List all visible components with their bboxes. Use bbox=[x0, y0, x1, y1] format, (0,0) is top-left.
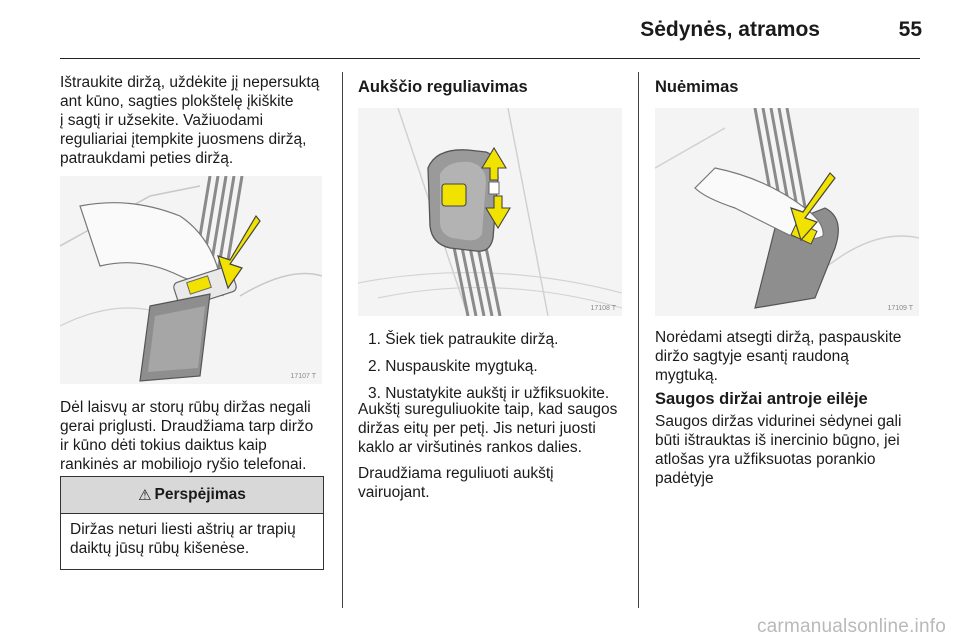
height-adjust-figure bbox=[358, 108, 622, 316]
figure-label: 17109 T bbox=[887, 305, 913, 312]
warning-icon: ⚠ bbox=[138, 487, 152, 504]
second-row-heading: Saugos diržai antroje eilėje bbox=[655, 390, 868, 408]
page-title: Sėdynės, atramos bbox=[640, 18, 820, 41]
warning-box bbox=[60, 476, 324, 570]
column-divider-right bbox=[638, 72, 639, 608]
figure-label: 17108 T bbox=[590, 305, 616, 312]
height-adjust-paragraph: Aukštį sureguliuokite taip, kad saugos diržas eitų per petį. Jis neturi juosti kaklo ar viršutinės rankos dalies. bbox=[358, 401, 618, 456]
note-paragraph: Dėl laisvų ar storų rūbų diržas negali gerai priglusti. Draudžiama tarp diržo ir kūno dėti tokius daiktus kaip rankinės ar mobiliojo ryšio telefonai. bbox=[60, 399, 314, 473]
buckle-release-figure bbox=[655, 108, 919, 316]
column-divider-left bbox=[342, 72, 343, 608]
height-adjust-warning-paragraph: Draudžiama reguliuoti aukštį vairuojant. bbox=[358, 465, 554, 501]
list-item: 3. Nustatykite aukštį ir užfiksuokite. bbox=[368, 385, 610, 402]
removal-paragraph: Norėdami atsegti diržą, paspauskite diržo sagtyje esantį raudoną mygtuką. bbox=[655, 329, 902, 384]
list-item: 2. Nuspauskite mygtuką. bbox=[368, 358, 538, 375]
height-adjust-heading: Aukščio reguliavimas bbox=[358, 78, 528, 96]
header-rule bbox=[60, 58, 920, 59]
warning-header bbox=[61, 477, 323, 514]
watermark: carmanualsonline.info bbox=[756, 616, 946, 637]
buckle-insert-figure bbox=[60, 176, 322, 384]
warning-body: Diržas neturi liesti aštrių ar trapių daiktų jūsų rūbų kišenėse. bbox=[70, 521, 296, 557]
warning-title: Perspėjimas bbox=[154, 486, 246, 503]
intro-paragraph: Ištraukite diržą, uždėkite jį nepersuktą ant kūno, sagties plokštelę įkiškite į sagtį ir užsekite. Važiuodami reguliariai įtempkite juosmens diržą, patraukdami peties diržą. bbox=[60, 74, 320, 167]
removal-heading: Nuėmimas bbox=[655, 78, 739, 96]
figure-label: 17107 T bbox=[290, 373, 316, 380]
page-number: 55 bbox=[898, 18, 922, 41]
second-row-paragraph: Saugos diržas vidurinei sėdynei gali būti ištrauktas iš inercinio būgno, jei atlošas yra užfiksuotas porankio padėtyje bbox=[655, 413, 902, 487]
list-item: 1. Šiek tiek patraukite diržą. bbox=[368, 331, 559, 348]
steps-list bbox=[368, 330, 630, 411]
